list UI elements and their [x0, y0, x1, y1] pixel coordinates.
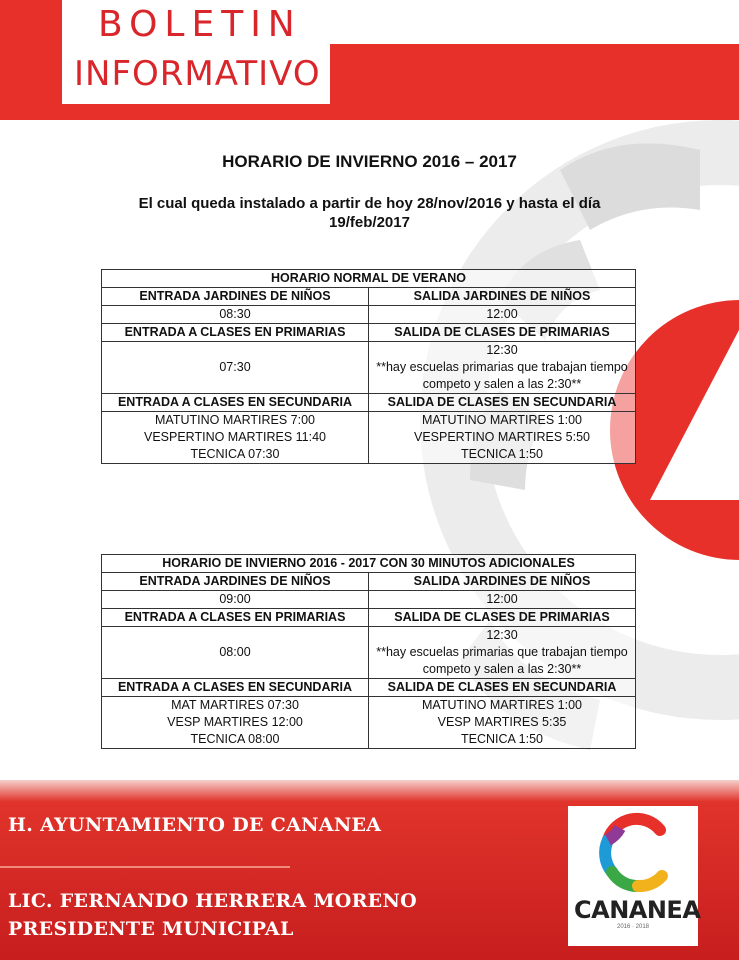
cell-prim-out	[369, 342, 636, 394]
sec-in-1: MATUTINO MARTIRES 7:00	[155, 413, 315, 427]
cell-sec-in	[102, 697, 369, 749]
prim-out-time: 12:30	[486, 628, 518, 642]
sec-out-3: TECNICA 1:50	[461, 732, 543, 746]
cell-sec-out	[369, 412, 636, 464]
header-sec-in: ENTRADA A CLASES EN SECUNDARIA	[102, 679, 369, 697]
prim-out-note-1: **hay escuelas primarias que trabajan tiempo	[376, 645, 628, 659]
header-red-stripe	[0, 104, 739, 120]
cell-jardin-out: 12:00	[369, 591, 636, 609]
header-sec-in: ENTRADA A CLASES EN SECUNDARIA	[102, 394, 369, 412]
table-title: HORARIO NORMAL DE VERANO	[102, 270, 636, 288]
footer-org: H. AYUNTAMIENTO DE CANANEA	[8, 814, 382, 836]
sec-in-3: TECNICA 08:00	[190, 732, 280, 746]
cell-jardin-out: 12:00	[369, 306, 636, 324]
footer-role: PRESIDENTE MUNICIPAL	[8, 918, 294, 940]
header-red-bar	[330, 44, 739, 104]
sec-out-1: MATUTINO MARTIRES 1:00	[422, 413, 582, 427]
cell-prim-in: 08:00	[102, 627, 369, 679]
prim-out-note-2: competo y salen a las 2:30**	[422, 662, 582, 676]
cell-sec-out	[369, 697, 636, 749]
sec-in-3: TECNICA 07:30	[190, 447, 280, 461]
subtitle-line2: 19/feb/2017	[329, 214, 410, 231]
subtitle	[100, 194, 639, 232]
summer-schedule-table	[101, 269, 636, 464]
table-title: HORARIO DE INVIERNO 2016 - 2017 CON 30 MINUTOS ADICIONALES	[102, 555, 636, 573]
cell-prim-out	[369, 627, 636, 679]
footer-divider	[0, 866, 290, 868]
page-title: HORARIO DE INVIERNO 2016 – 2017	[222, 152, 517, 171]
header-jardin-out: SALIDA JARDINES DE NIÑOS	[369, 288, 636, 306]
sec-in-2: VESP MARTIRES 12:00	[167, 715, 303, 729]
logo-years: 2016 · 2018	[616, 924, 650, 930]
sec-out-3: TECNICA 1:50	[461, 447, 543, 461]
header-red-left	[0, 0, 62, 118]
header-prim-out: SALIDA DE CLASES DE PRIMARIAS	[369, 324, 636, 342]
prim-out-time: 12:30	[486, 343, 518, 357]
header-title-line2: INFORMATIVO	[74, 54, 321, 94]
prim-out-note-1: **hay escuelas primarias que trabajan tiempo	[376, 360, 628, 374]
header-prim-out: SALIDA DE CLASES DE PRIMARIAS	[369, 609, 636, 627]
cell-sec-in	[102, 412, 369, 464]
header-jardin-in: ENTRADA JARDINES DE NIÑOS	[102, 288, 369, 306]
header-jardin-out: SALIDA JARDINES DE NIÑOS	[369, 573, 636, 591]
sec-out-2: VESP MARTIRES 5:35	[437, 715, 567, 729]
sec-in-2: VESPERTINO MARTIRES 11:40	[143, 430, 326, 444]
header-jardin-in: ENTRADA JARDINES DE NIÑOS	[102, 573, 369, 591]
header-sec-out: SALIDA DE CLASES EN SECUNDARIA	[369, 394, 636, 412]
subtitle-line1: El cual queda instalado a partir de hoy 28/nov/2016 y hasta el día	[138, 195, 601, 212]
sec-out-1: MATUTINO MARTIRES 1:00	[422, 698, 582, 712]
header-title-line1: BOLETIN	[98, 4, 302, 45]
header-prim-in: ENTRADA A CLASES EN PRIMARIAS	[102, 609, 369, 627]
header-banner	[0, 0, 739, 120]
cananea-c-icon	[568, 806, 698, 896]
header-prim-in: ENTRADA A CLASES EN PRIMARIAS	[102, 324, 369, 342]
header-sec-out: SALIDA DE CLASES EN SECUNDARIA	[369, 679, 636, 697]
logo-wordmark: CANANEA	[574, 896, 701, 924]
cell-jardin-in: 09:00	[102, 591, 369, 609]
sec-in-1: MAT MARTIRES 07:30	[171, 698, 299, 712]
prim-out-note-2: competo y salen a las 2:30**	[422, 377, 582, 391]
footer-name: LIC. FERNANDO HERRERA MORENO	[8, 890, 417, 912]
cell-prim-in: 07:30	[102, 342, 369, 394]
cell-jardin-in: 08:30	[102, 306, 369, 324]
winter-schedule-table	[101, 554, 636, 749]
sec-out-2: VESPERTINO MARTIRES 5:50	[414, 430, 590, 444]
